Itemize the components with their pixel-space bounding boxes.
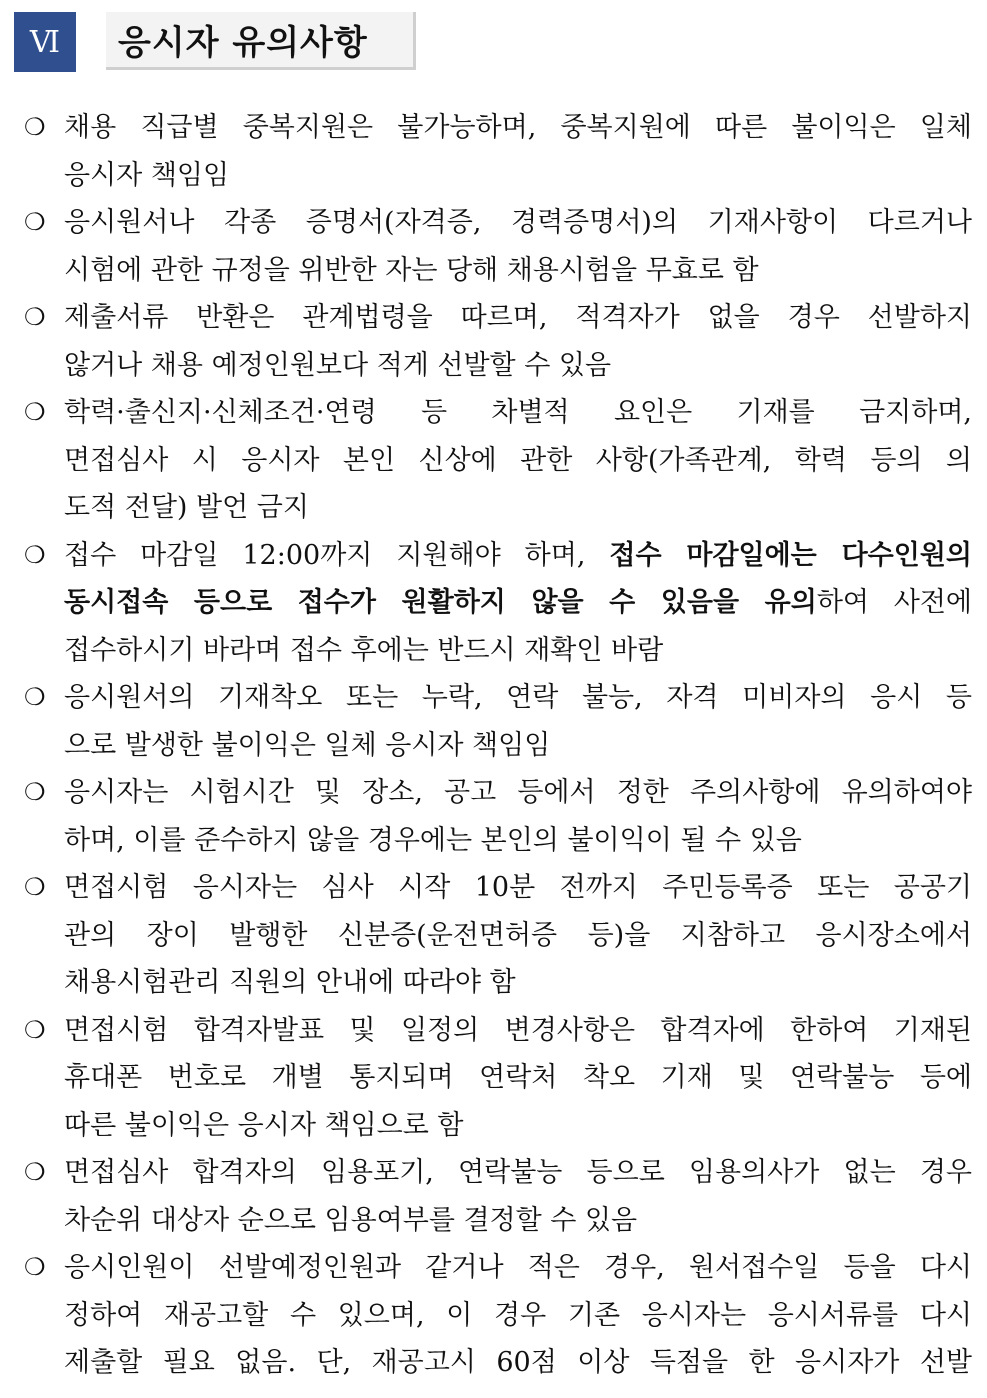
item-text-line (64, 579, 972, 627)
bullet-circle-icon: ❍ (24, 1158, 46, 1186)
item-text-line: 하며, 이를 준수하지 않을 경우에는 본인의 불이익이 될 수 있음 (64, 824, 802, 856)
item-text-line: 으로 발생한 불이익은 일체 응시자 책임임 (64, 729, 551, 761)
item-text-line: 휴대폰 번호로 개별 통지되며 연락처 착오 기재 및 연락불능 등에 (64, 1062, 972, 1093)
list-item (20, 389, 972, 532)
list-item (20, 674, 972, 769)
item-text-line: 제출서류 반환은 관계법령을 따르며, 적격자가 없을 경우 선발하지 (64, 302, 972, 333)
item-text-line: 응시원서의 기재착오 또는 누락, 연락 불능, 자격 미비자의 응시 등 (64, 682, 972, 713)
list-item (20, 1244, 972, 1387)
bullet-circle-icon: ❍ (24, 1253, 46, 1281)
bullet-circle-icon: ❍ (24, 778, 46, 806)
item-text-line: 면접시험 합격자발표 및 일정의 변경사항은 합격자에 한하여 기재된 (64, 1014, 972, 1046)
item-text-line: 정하여 재공고할 수 있으며, 이 경우 기존 응시자는 응시서류를 다시 (64, 1299, 972, 1331)
item-text-emphasis: 동시접속 등으로 접수가 원활하지 않을 수 있음을 유의 (64, 587, 817, 618)
item-text-line: 관의 장이 발행한 신분증(운전면허증 등)을 지참하고 응시장소에서 (64, 919, 972, 951)
list-item (20, 294, 972, 389)
item-text-emphasis: 접수 마감일에는 다수인원의 (609, 539, 972, 571)
list-item (20, 769, 972, 864)
list-item (20, 199, 972, 294)
item-text-plain: 접수 마감일 12:00까지 지원해야 하며, (64, 539, 610, 571)
item-text-line: 채용 직급별 중복지원은 불가능하며, 중복지원에 따른 불이익은 일체 (64, 112, 972, 143)
item-text-line: 학력·출신지·신체조건·연령 등 차별적 요인은 기재를 금지하며, (64, 397, 972, 428)
item-text-line: 접수하시기 바라며 접수 후에는 반드시 재확인 바람 (64, 634, 664, 666)
item-text-line: 응시원서나 각종 증명서(자격증, 경력증명서)의 기재사항이 다르거나 (64, 207, 972, 238)
bullet-circle-icon: ❍ (24, 683, 46, 711)
item-text-line: 도적 전달) 발언 금지 (64, 492, 309, 523)
section-number-badge (14, 12, 76, 72)
section-header (14, 12, 434, 74)
bullet-circle-icon: ❍ (24, 398, 46, 426)
list-item (20, 864, 972, 1007)
bullet-circle-icon: ❍ (24, 540, 46, 569)
item-text-line: 제출할 필요 없음. 단, 재공고시 60점 이상 득점을 한 응시자가 선발 (64, 1347, 972, 1378)
section-title: 응시자 유의사항 (118, 23, 368, 63)
item-text-line: 응시인원이 선발예정인원과 같거나 적은 경우, 원서접수일 등을 다시 (64, 1252, 972, 1283)
section-title-box (106, 12, 416, 70)
list-item (20, 1149, 972, 1244)
bullet-circle-icon: ❍ (24, 208, 46, 236)
bullet-circle-icon: ❍ (24, 873, 46, 901)
item-text-line: 않거나 채용 예정인원보다 적게 선발할 수 있음 (64, 349, 612, 381)
list-item (20, 1007, 972, 1150)
list-item (20, 104, 972, 199)
bullet-circle-icon: ❍ (24, 303, 46, 331)
item-text-line: 면접심사 합격자의 임용포기, 연락불능 등으로 임용의사가 없는 경우 (64, 1157, 972, 1188)
list-item (20, 532, 972, 675)
item-text-line: 면접시험 응시자는 심사 시작 10분 전까지 주민등록증 또는 공공기 (64, 872, 972, 903)
item-text-line (64, 532, 972, 580)
bullet-circle-icon: ❍ (24, 113, 46, 141)
item-text-line: 면접심사 시 응시자 본인 신상에 관한 사항(가족관계, 학력 등의 의 (64, 444, 972, 476)
item-text-line: 응시자는 시험시간 및 장소, 공고 등에서 정한 주의사항에 유의하여야 (64, 777, 972, 808)
section-number: Ⅵ (29, 25, 61, 59)
item-text-line: 응시자 책임임 (64, 159, 230, 191)
bullet-circle-icon: ❍ (24, 1015, 46, 1044)
notice-list (20, 104, 972, 1387)
item-text-line: 시험에 관한 규정을 위반한 자는 당해 채용시험을 무효로 함 (64, 254, 759, 286)
item-text-plain: 하여 사전에 (816, 587, 972, 618)
item-text-line: 차순위 대상자 순으로 임용여부를 결정할 수 있음 (64, 1204, 638, 1236)
item-text-line: 채용시험관리 직원의 안내에 따라야 함 (64, 967, 516, 998)
item-text-line: 따른 불이익은 응시자 책임으로 함 (64, 1109, 464, 1141)
